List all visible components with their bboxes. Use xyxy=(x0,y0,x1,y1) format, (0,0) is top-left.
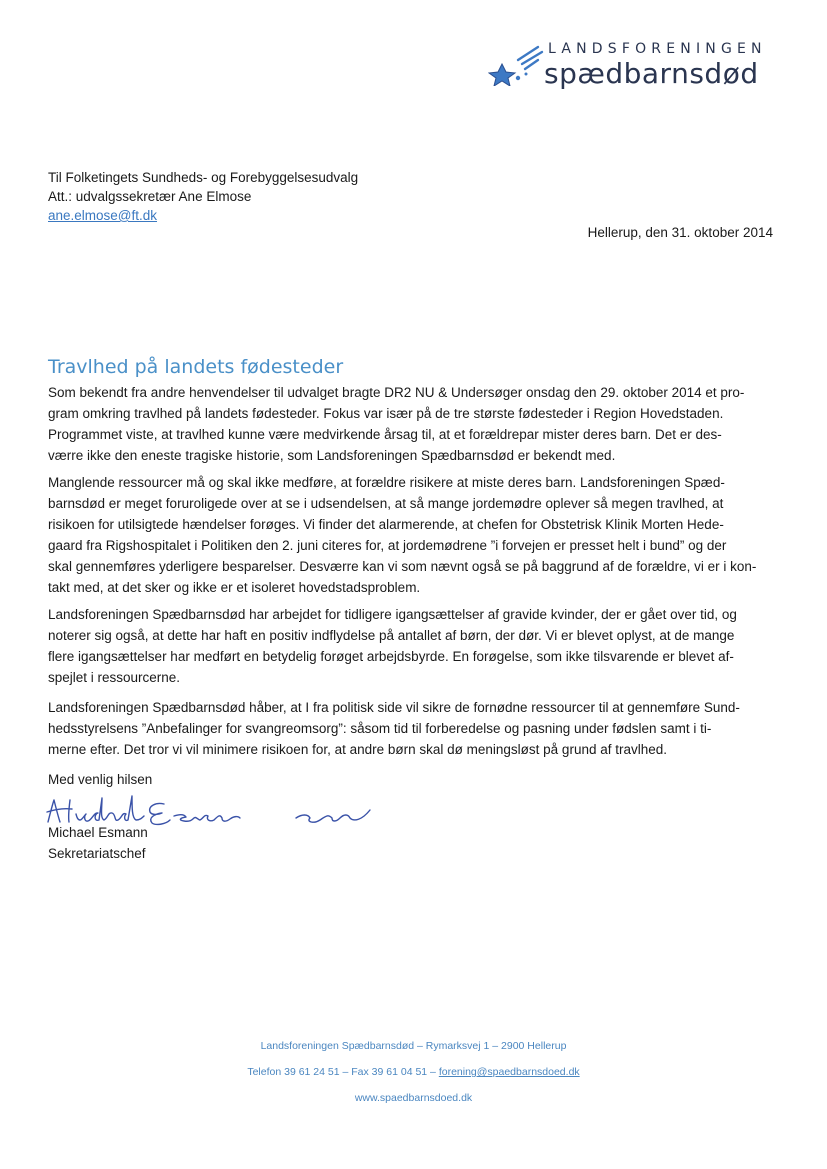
logo-star-icon xyxy=(488,44,546,86)
body-paragraph-2: Manglende ressourcer må og skal ikke medføre, at forældre risikere at miste deres barn. Landsforeningen Spæd- barnsdød er meget foruroligede over at se i udsendelsen, at så mange jordemødre oplever så megen travlhed, at risikoen for utilsigtede hændelser forøges. Vi finder det alarmerende, at chefen for Obstetrisk Klinik Morten Hede- gaard fra Rigshospitalet i Politiken den 2. juni citeres for, at jordemødrene ”i forvejen er presset helt i bund” og der skal gennemføres yderligere besparelser. Desværre kan vi som nævnt også se på baggrund af de forældre, vi er i kon- takt med, at det sker og ikke er et isoleret hovedstadsproblem. xyxy=(48,475,757,595)
footer-phone-fax: Telefon 39 61 24 51 – Fax 39 61 04 51 – xyxy=(247,1066,439,1078)
closing-greeting: Med venlig hilsen xyxy=(48,772,153,787)
letter-date: Hellerup, den 31. oktober 2014 xyxy=(587,225,773,240)
footer-email-link[interactable]: forening@spaedbarnsdoed.dk xyxy=(438,1066,580,1078)
signatory-title: Sekretariatschef xyxy=(48,846,146,861)
letter-heading: Travlhed på landets fødesteder xyxy=(48,356,344,378)
signatory-name: Michael Esmann xyxy=(48,825,148,840)
recipient-committee: Til Folketingets Sundheds- og Forebyggelsesudvalg xyxy=(48,170,359,185)
footer-website-link[interactable]: www.spaedbarnsdoed.dk xyxy=(354,1092,473,1104)
logo-org-line: LANDSFORENINGEN xyxy=(548,41,767,57)
body-paragraph-4: Landsforeningen Spædbarnsdød håber, at I fra politisk side vil sikre de fornødne ressourcer til at gennemføre Sund- hedsstyrelsens ”Anbefalinger for svangreomsorg”: såsom tid til forberedelse og pasning under fødslen samt i ti- merne efter. Det tror vi vil minimere risikoen for, at andre børn skal dø meningsløst på grund af travlhed. xyxy=(48,700,740,757)
recipient-email-link[interactable]: ane.elmose@ft.dk xyxy=(48,208,158,223)
footer-contact xyxy=(0,1066,827,1078)
body-paragraph-3: Landsforeningen Spædbarnsdød har arbejdet for tidligere igangsættelser af gravide kvinder, der er gået over tid, og noterer sig også, at dette har haft en positiv indflydelse på antallet af børn, der dør. Vi er blevet oplyst, at de mange flere igangsættelser har medført en betydelig forøget arbejdsbyrde. En forøgelse, som ikke tilsvarende er blevet af- spejlet i ressourcerne. xyxy=(48,607,737,685)
logo-name-line: spædbarnsdød xyxy=(544,57,759,90)
recipient-attention: Att.: udvalgssekretær Ane Elmose xyxy=(48,189,252,204)
body-paragraph-1: Som bekendt fra andre henvendelser til udvalget bragte DR2 NU & Undersøger onsdag den 29. oktober 2014 et pro- gram omkring travlhed på landets fødesteder. Fokus var især på de tre største fødesteder i Region Hovedstaden. Programmet viste, at travlhed kunne være medvirkende årsag til, at et forældrepar mister deres barn. Det er des- værre ikke den eneste tragiske historie, som Landsforeningen Spædbarnsdød er bekendt med. xyxy=(48,385,745,463)
footer-address: Landsforeningen Spædbarnsdød – Rymarksvej 1 – 2900 Hellerup xyxy=(260,1040,567,1052)
